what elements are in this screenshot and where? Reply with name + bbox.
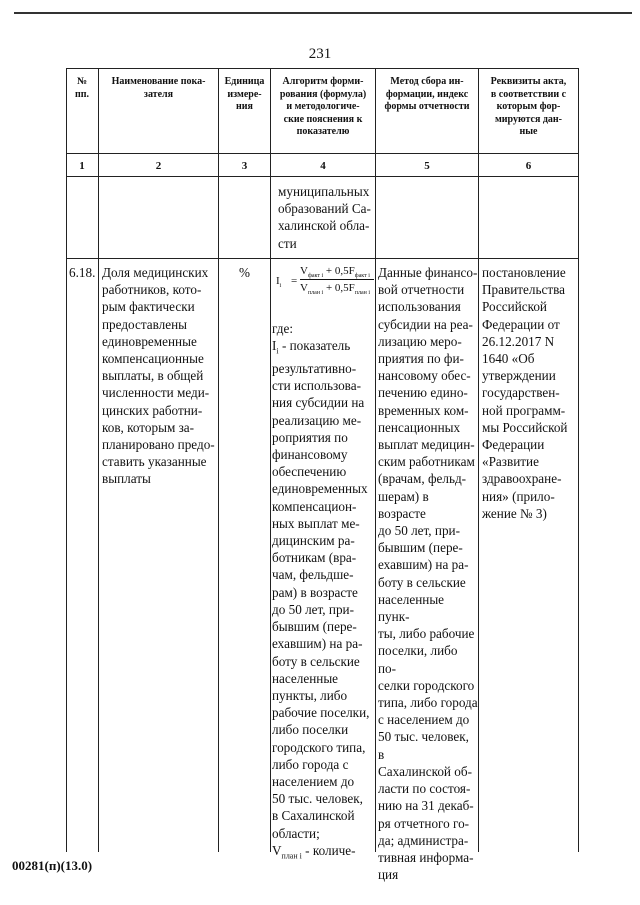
- numerator-v: V: [300, 265, 308, 277]
- table-top-border: [66, 68, 579, 69]
- numerator-f-sub: факт i: [354, 273, 370, 280]
- column-number: 5: [424, 160, 430, 172]
- denominator-f: + 0,5F: [323, 282, 355, 294]
- algorithm-cell: [272, 320, 374, 865]
- algorithm-line: ных выплат ме-: [272, 515, 360, 531]
- column-number: 6: [525, 160, 532, 172]
- column-number: 2: [155, 160, 162, 172]
- method-cell: Данные финансо- вой отчетности использования субсидии на реа- лизацию меро- приятия по фи- нансовому обес- печению едино- временных ком- пенсационных выплат медицин- ским работникам (врачам, фельд- шерам) в возрасте до 50 лет, при- бывшим (пере- ехавшим) на ра- боту в сельские населенные пунк- ты, либо рабочие поселки, либо по- селки городского типа, либо города с населением до 50 тыс. человек, в Сахалинской об- ласти по состоя- нию на 31 декаб- ря отчетного го- да; администра- тивная информа- ция: [378, 265, 478, 883]
- row-number: 6.18.: [69, 265, 96, 280]
- algorithm-line: боту в сельские: [272, 653, 360, 669]
- algorithm-line: пункты, либо: [272, 687, 348, 703]
- algorithm-line: финансовому: [272, 447, 348, 463]
- formula-lhs-sub: i: [279, 283, 282, 290]
- continuation-algorithm-cell: муниципальных образований Са- халинской обла- сти: [278, 184, 371, 251]
- header-col-method: [376, 76, 478, 114]
- header-col-name-text: Наименование пока- зателя: [111, 76, 206, 100]
- formula-equals: =: [291, 275, 298, 287]
- header-col-act: [479, 76, 578, 139]
- algorithm-line: обеспечению: [272, 464, 347, 480]
- formula: [276, 264, 374, 302]
- header-divider: [66, 153, 579, 154]
- algorithm-line: реализацию ме-: [272, 412, 362, 428]
- numerator-f: + 0,5F: [323, 265, 355, 277]
- algorithm-line: населенные: [272, 670, 339, 686]
- algorithm-line: городского типа,: [272, 739, 366, 755]
- fraction-bar: [300, 279, 374, 280]
- header-col-name: [99, 76, 218, 101]
- formula-numerator: [300, 265, 370, 279]
- page-number: 231: [308, 46, 332, 62]
- header-col-act-text: Реквизиты акта, в соответствии с которым фор- мируются дан- ные: [490, 76, 567, 137]
- algorithm-line: где:: [272, 321, 293, 336]
- column-divider: [478, 68, 479, 852]
- column-divider: [218, 68, 219, 852]
- algorithm-line: результативно-: [272, 361, 357, 377]
- algorithm-line: ехавшим) на ра-: [272, 636, 363, 652]
- column-number: 3: [241, 160, 248, 172]
- algorithm-line: до 50 лет, при-: [272, 601, 354, 617]
- algorithm-line: либо поселки: [272, 722, 349, 738]
- algorithm-line: в Сахалинской: [272, 808, 355, 824]
- column-divider: [98, 68, 99, 852]
- algorithm-line: рам) в возрасте: [272, 584, 358, 600]
- algorithm-line: чам, фельдше-: [272, 567, 354, 583]
- algorithm-line: компенсацион-: [272, 498, 357, 514]
- header-col-number: [66, 76, 98, 101]
- algorithm-line: населением до: [272, 773, 355, 789]
- header-col-unit-text: Единица измере- ния: [224, 76, 265, 112]
- algorithm-line: либо города с: [272, 756, 349, 772]
- numerator-v-sub: факт i: [307, 273, 324, 280]
- denominator-v-sub: план i: [307, 290, 324, 297]
- algorithm-line: дицинским ра-: [272, 533, 355, 549]
- act-reference-cell: постановление Правительства Российской Федерации от 26.12.2017 N 1640 «Об утверждении государствен- ной программ- мы Российской Федерации «Развитие здравоохране- ния» (прило- жение № 3): [482, 265, 568, 521]
- algorithm-line: сти использова-: [272, 378, 361, 394]
- table-border-right: [578, 68, 579, 852]
- formula-denominator: [300, 282, 370, 296]
- algorithm-line: бывшим (пере-: [272, 619, 357, 635]
- header-col-algorithm-text: Алгоритм форми- рования (формула) и методологиче- ские пояснения к показателю: [279, 76, 367, 137]
- algorithm-line: области;: [272, 825, 320, 841]
- algorithm-line: единовременных: [272, 481, 368, 497]
- algorithm-line: $V_{план i}$ - количе-: [272, 842, 356, 861]
- column-number: 1: [79, 160, 85, 172]
- algorithm-line: 50 тыс. человек,: [272, 791, 363, 807]
- table-border-left: [66, 68, 67, 852]
- algorithm-line: роприятия по: [272, 429, 348, 445]
- header-col-number-text: № пп.: [74, 76, 90, 100]
- unit-cell: %: [239, 265, 250, 280]
- denominator-f-sub: план i: [354, 290, 371, 297]
- algorithm-line: ния субсидии на: [272, 395, 365, 411]
- denominator-v: V: [300, 282, 308, 294]
- top-rule: [14, 12, 632, 14]
- column-number: 4: [320, 160, 326, 172]
- header-col-unit: [219, 76, 270, 114]
- algorithm-line: $I_i$ - показатель: [272, 338, 351, 356]
- header-col-method-text: Метод сбора ин- формации, индекс формы отчетности: [384, 76, 470, 112]
- header-col-algorithm: [271, 76, 375, 139]
- column-number-divider: [66, 176, 579, 177]
- formula-lhs: [276, 275, 281, 289]
- indicator-name-cell: Доля медицинских работников, кото- рым фактически предоставлены единовременные компенсационные выплаты, в общей численности меди- цинских работни- ков, которым за- планировано предо- ставить указанные выплаты: [102, 265, 215, 487]
- formula-lhs-letter: I: [276, 275, 280, 287]
- document-code: 00281(п)(13.0): [12, 858, 93, 873]
- column-divider: [375, 68, 376, 852]
- algorithm-line: рабочие поселки,: [272, 705, 370, 721]
- algorithm-line: ботникам (вра-: [272, 550, 357, 566]
- column-divider: [270, 68, 271, 852]
- row-divider: [66, 258, 579, 259]
